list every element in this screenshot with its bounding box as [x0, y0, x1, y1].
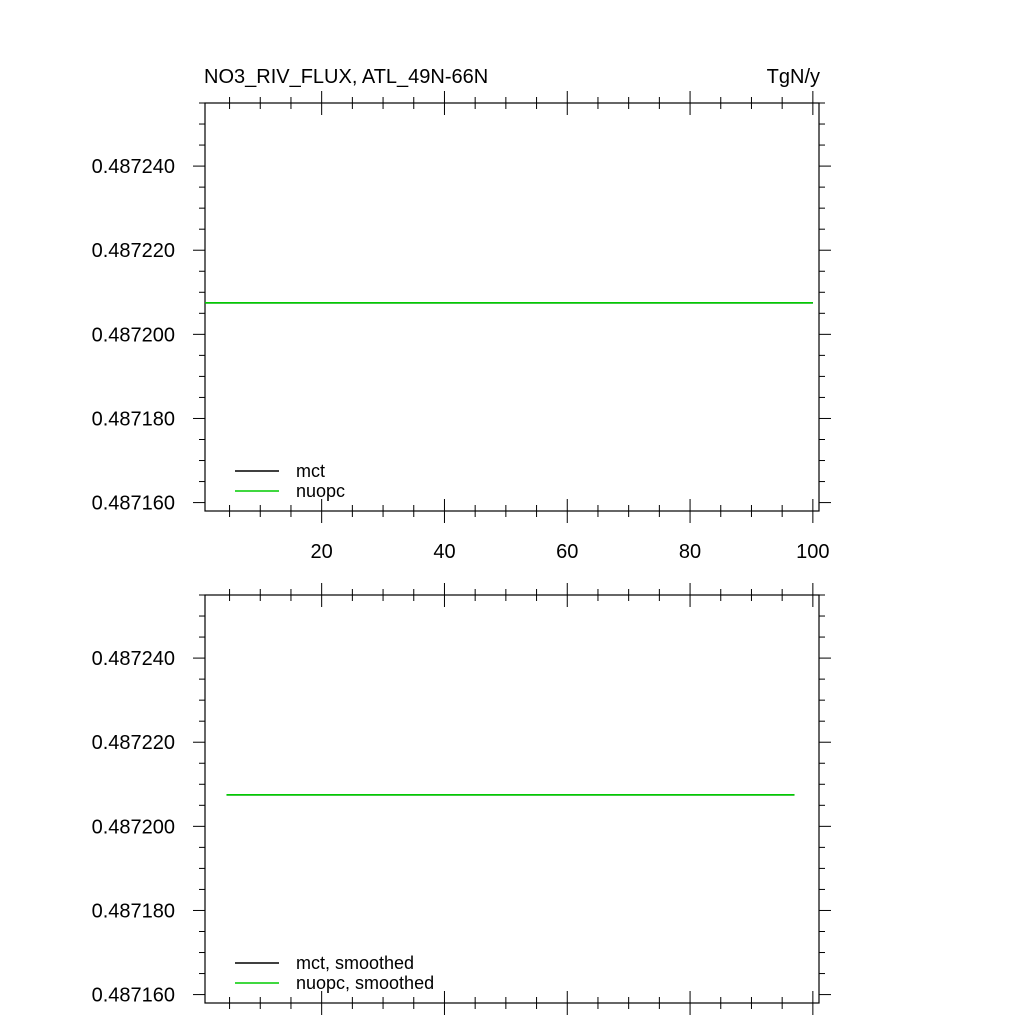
x-tick-label: 80: [678, 541, 702, 563]
y-tick-label: 0.487200: [91, 324, 175, 347]
y-tick-label: 0.487200: [91, 816, 175, 839]
y-tick-label: 0.487220: [91, 732, 175, 755]
y-tick-label: 0.487180: [91, 900, 175, 923]
y-tick-label: 0.487160: [91, 492, 175, 515]
legend-label: nuopc, smoothed: [296, 973, 435, 993]
y-tick-label: 0.487220: [91, 240, 175, 263]
legend-label: mct, smoothed: [296, 953, 415, 973]
y-tick-label: 0.487180: [91, 408, 175, 431]
chart-units: TgN/y: [766, 66, 820, 88]
legend-label: nuopc: [296, 481, 346, 501]
x-tick-label: 20: [310, 541, 333, 563]
legend-label: mct: [296, 461, 325, 481]
y-tick-label: 0.487160: [91, 984, 175, 1007]
y-tick-label: 0.487240: [91, 648, 175, 671]
x-tick-label: 100: [796, 541, 830, 563]
x-tick-label: 40: [433, 541, 456, 563]
y-tick-label: 0.487240: [91, 156, 175, 179]
chart-title: NO3_RIV_FLUX, ATL_49N-66N: [204, 66, 489, 88]
x-tick-label: 60: [556, 541, 579, 563]
